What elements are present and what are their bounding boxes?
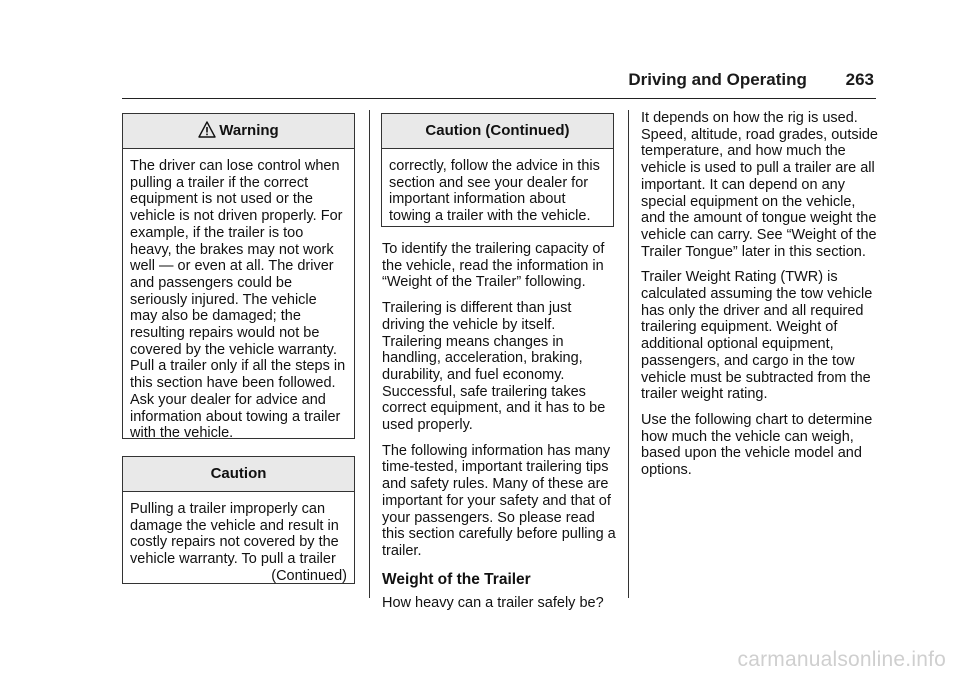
warning-icon <box>198 121 216 138</box>
continued-label: (Continued) <box>271 567 347 584</box>
subheading-weight-of-trailer: Weight of the Trailer <box>382 570 531 588</box>
warning-title-text: Warning <box>219 122 279 139</box>
middle-column <box>382 241 618 621</box>
caution-body <box>123 492 354 585</box>
caution-title: Caution <box>123 457 354 492</box>
paragraph: Use the following chart to determine how much the vehicle can weigh, based upon the vehicle model and options. <box>641 411 873 479</box>
page-number: 263 <box>845 70 874 89</box>
caution-continued-box <box>381 113 614 227</box>
paragraph: How heavy can a trailer safely be? <box>382 595 604 612</box>
caution-continued-body: correctly, follow the advice in this section and see your dealer for important information about towing a trailer with the vehicle. <box>389 158 600 225</box>
page-header <box>628 70 874 90</box>
paragraph: The following information has many time-tested, important trailering tips and safety rules. Many of these are important for your safety and that of your passengers. So please read this section carefully before pulling a trailer. <box>382 442 616 559</box>
paragraph: It depends on how the rig is used. Speed, altitude, road grades, outside temperature, and how much the vehicle is used to pull a trailer are all important. It can depend on any special equipment on the vehicle, and the amount of tongue weight the vehicle can carry. See “Weight of the Trailer Tongue” later in this section. <box>641 110 878 260</box>
caution-box <box>122 456 355 584</box>
watermark: carmanualsonline.info <box>737 648 946 671</box>
column-divider-1 <box>369 110 370 598</box>
caution-body-text: Pulling a trailer improperly can damage the vehicle and result in costly repairs not covered by the vehicle warranty. To pull a trailer <box>130 501 339 568</box>
header-rule <box>122 98 876 99</box>
warning-body: The driver can lose control when pulling a trailer if the correct equipment is not used or the vehicle is not driven properly. For example, if the trailer is too heavy, the brakes may not work well — or even at all. The driver and passengers could be seriously injured. The vehicle may also be damaged; the resulting repairs would not be covered by the vehicle warranty. Pull a trailer only if all the steps in this section have been followed. Ask your dealer for advice and information about towing a trailer with the vehicle. <box>130 158 346 442</box>
warning-box <box>122 113 355 442</box>
section-title: Driving and Operating <box>628 70 807 89</box>
warning-title <box>123 114 354 149</box>
right-column <box>641 110 879 488</box>
column-divider-2 <box>628 110 629 598</box>
caution-continued-title: Caution (Continued) <box>382 114 613 149</box>
paragraph: To identify the trailering capacity of the vehicle, read the information in “Weight of the Trailer” following. <box>382 241 605 291</box>
paragraph: Trailering is different than just driving the vehicle by itself. Trailering means changes in handling, acceleration, braking, durability, and fuel economy. Successful, safe trailering takes correct equipment, and it has to be used properly. <box>382 300 606 434</box>
paragraph: Trailer Weight Rating (TWR) is calculated assuming the tow vehicle has only the driver and all required trailering equipment. Weight of additional optional equipment, passengers, and cargo in the tow vehicle must be subtracted from the trailer weight rating. <box>641 269 873 403</box>
